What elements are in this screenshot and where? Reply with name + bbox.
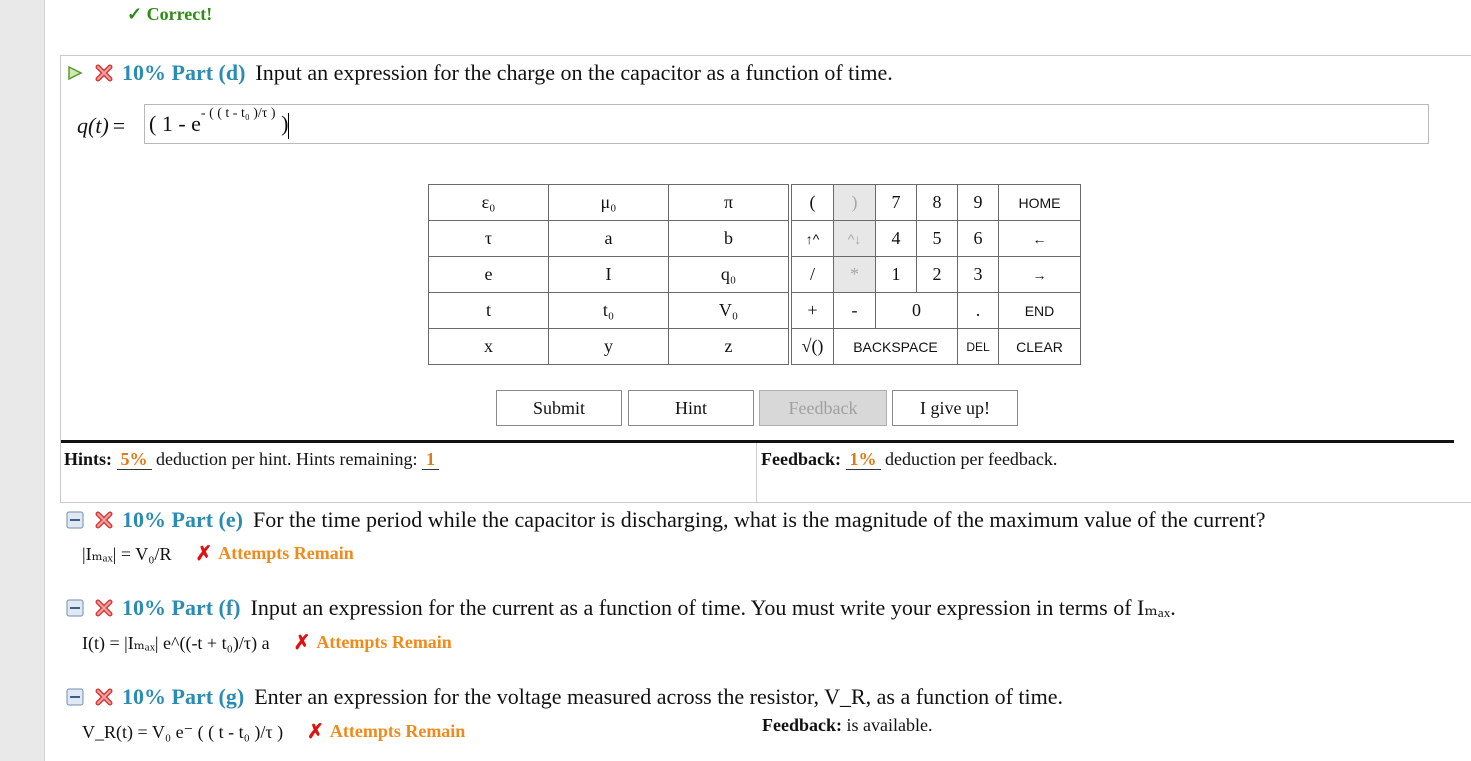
part-g-feedback-available: Feedback: is available.: [762, 715, 933, 735]
x-icon: ✗: [307, 721, 324, 743]
part-g-header: [66, 683, 1063, 711]
answer-variable-label: q(t) =: [77, 113, 126, 138]
part-e-percent: 10% Part (e): [122, 507, 243, 532]
hint-button[interactable]: Hint: [628, 390, 754, 426]
play-icon[interactable]: [68, 66, 82, 80]
key-end[interactable]: END: [999, 293, 1081, 329]
feedback-button: Feedback: [759, 390, 887, 426]
key-epsilon0[interactable]: ε₀: [429, 185, 549, 221]
key-z[interactable]: z: [669, 329, 789, 365]
key-5[interactable]: 5: [917, 221, 958, 257]
key-7[interactable]: 7: [876, 185, 917, 221]
give-up-button[interactable]: I give up!: [892, 390, 1018, 426]
key-backspace[interactable]: BACKSPACE: [834, 329, 958, 365]
check-icon: ✓: [127, 4, 143, 24]
part-g-attempts: ✗ Attempts Remain: [307, 721, 466, 743]
key-sqrt[interactable]: √(): [792, 329, 834, 365]
part-e-question: For the time period while the capacitor is discharging, what is the magnitude of the maximum value of the current?: [252, 507, 1266, 532]
part-f-header: [66, 594, 1176, 622]
part-d-header: [68, 59, 893, 87]
key-I[interactable]: I: [549, 257, 669, 293]
part-f-attempts: ✗ Attempts Remain: [293, 632, 452, 654]
key-t[interactable]: t: [429, 293, 549, 329]
feedback-info: Feedback: 1% deduction per feedback.: [761, 449, 1058, 469]
part-f-question: Input an expression for the current as a function of time. You must write your expression in terms of Iₘₐₓ.: [250, 595, 1176, 620]
left-gutter: [0, 0, 44, 761]
key-clear[interactable]: CLEAR: [999, 329, 1081, 365]
collapse-icon[interactable]: [66, 511, 84, 529]
correct-label: Correct!: [146, 4, 213, 24]
part-e-header: [66, 506, 1265, 534]
symbol-pad: [428, 184, 789, 365]
key-6[interactable]: 6: [958, 221, 999, 257]
key-open-paren[interactable]: (: [792, 185, 834, 221]
answer-exponent: - ( ( t - t₀ )/τ ): [200, 105, 276, 121]
key-9[interactable]: 9: [958, 185, 999, 221]
key-home[interactable]: HOME: [999, 185, 1081, 221]
key-multiply: *: [834, 257, 876, 293]
hints-column-divider: [756, 443, 757, 502]
key-tau[interactable]: τ: [429, 221, 549, 257]
part-f-percent: 10% Part (f): [122, 595, 241, 620]
hints-info: Hints: 5% deduction per hint. Hints remaining: 1: [64, 449, 439, 470]
incorrect-x-icon: [94, 63, 114, 83]
key-0[interactable]: 0: [876, 293, 958, 329]
key-del[interactable]: DEL: [958, 329, 999, 365]
key-2[interactable]: 2: [917, 257, 958, 293]
answer-tail: ): [275, 111, 289, 136]
x-icon: ✗: [293, 632, 311, 654]
key-x[interactable]: x: [429, 329, 549, 365]
part-e-answer-line: [82, 541, 354, 566]
key-divide[interactable]: /: [792, 257, 834, 293]
part-g-answer-line: [82, 719, 465, 744]
key-q0[interactable]: q₀: [669, 257, 789, 293]
collapse-icon[interactable]: [66, 599, 84, 617]
x-icon: ✗: [195, 543, 213, 565]
submit-button[interactable]: Submit: [496, 390, 622, 426]
key-subscript: ^↓: [834, 221, 876, 257]
key-mu0[interactable]: μ₀: [549, 185, 669, 221]
key-4[interactable]: 4: [876, 221, 917, 257]
part-g-percent: 10% Part (g): [122, 684, 245, 709]
key-plus[interactable]: +: [792, 293, 834, 329]
incorrect-x-icon: [94, 510, 114, 530]
key-a[interactable]: a: [549, 221, 669, 257]
key-left-arrow[interactable]: ←: [999, 221, 1081, 257]
key-t0[interactable]: t₀: [549, 293, 669, 329]
feedback-deduction: 1%: [846, 449, 881, 470]
part-e-answer: |Iₘₐₓ| = V₀/R: [82, 544, 172, 564]
key-V0[interactable]: V₀: [669, 293, 789, 329]
part-g-answer: V_R(t) = V₀ e⁻ ( ( t - t₀ )/τ ): [82, 722, 284, 742]
part-e-attempts: ✗ Attempts Remain: [195, 543, 354, 565]
key-close-paren: ): [834, 185, 876, 221]
key-right-arrow[interactable]: →: [999, 257, 1081, 293]
incorrect-x-icon: [94, 687, 114, 707]
part-g-question: Enter an expression for the voltage measured across the resistor, V_R, as a function of time.: [254, 684, 1063, 709]
key-superscript[interactable]: ↑^: [792, 221, 834, 257]
part-f-answer-line: [82, 630, 452, 655]
incorrect-x-icon: [94, 598, 114, 618]
key-minus[interactable]: -: [834, 293, 876, 329]
answer-input[interactable]: [144, 104, 1429, 144]
key-1[interactable]: 1: [876, 257, 917, 293]
key-pi[interactable]: π: [669, 185, 789, 221]
correct-status: [127, 4, 212, 25]
answer-main: ( 1 - e: [149, 111, 201, 136]
key-y[interactable]: y: [549, 329, 669, 365]
collapse-icon[interactable]: [66, 688, 84, 706]
key-e[interactable]: e: [429, 257, 549, 293]
hint-deduction: 5%: [117, 449, 152, 470]
key-8[interactable]: 8: [917, 185, 958, 221]
part-d-percent: 10% Part (d): [122, 60, 246, 85]
hints-divider-bar: [61, 440, 1454, 443]
key-3[interactable]: 3: [958, 257, 999, 293]
left-rule: [44, 0, 45, 761]
key-decimal[interactable]: .: [958, 293, 999, 329]
key-b[interactable]: b: [669, 221, 789, 257]
part-f-answer: I(t) = |Iₘₐₓ| e^((-t + t₀)/τ) a: [82, 633, 270, 653]
text-caret: [288, 113, 289, 139]
part-d-question: Input an expression for the charge on the capacitor as a function of time.: [255, 60, 893, 85]
number-pad: [791, 184, 1081, 365]
hints-remaining: 1: [422, 449, 439, 470]
